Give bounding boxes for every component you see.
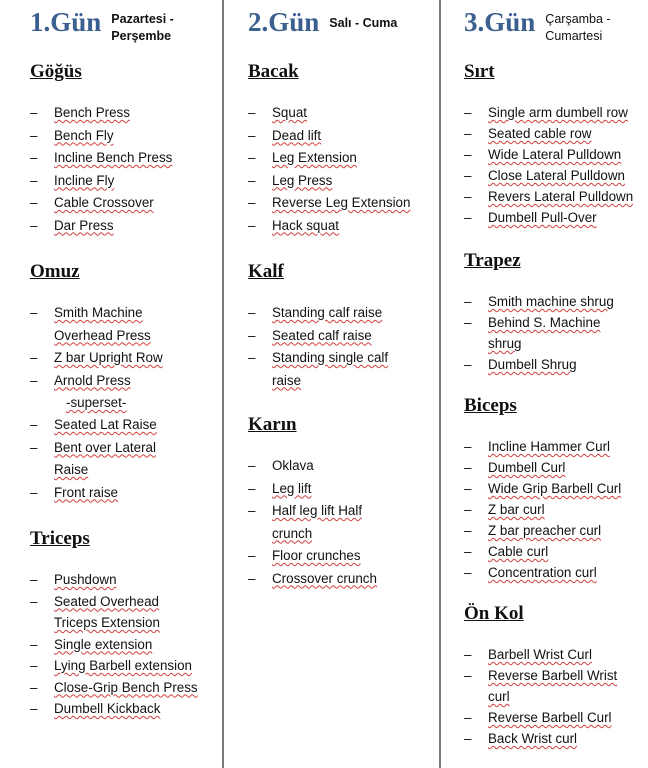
list-item: – Incline Bench Press bbox=[30, 147, 172, 170]
list-item: – Z bar preacher curl bbox=[464, 520, 621, 541]
list-item: – Dar Press bbox=[30, 215, 172, 238]
list-item: – Oklava bbox=[248, 455, 398, 478]
list-item: – Bench Press bbox=[30, 102, 172, 125]
list-item: – Lying Barbell extension bbox=[30, 655, 205, 677]
list-item: – Wide Grip Barbell Curl bbox=[464, 478, 621, 499]
day-3-column bbox=[442, 0, 648, 768]
list-item: – Dumbell Curl bbox=[464, 457, 621, 478]
section-title: Trapez bbox=[464, 250, 521, 271]
section-bacak bbox=[248, 60, 410, 237]
day-2-title: 2.Gün bbox=[248, 7, 320, 37]
list-item: – Dead lift bbox=[248, 125, 410, 148]
section-title: Ön Kol bbox=[464, 603, 524, 624]
list-item: – Behind S. Machine shrug bbox=[464, 312, 614, 354]
section-biceps bbox=[464, 394, 621, 583]
list-item: – Single extension bbox=[30, 634, 205, 656]
list-item: – Seated calf raise bbox=[248, 325, 408, 348]
list-item: – Reverse Barbell Curl bbox=[464, 707, 624, 728]
list-item: – Cable Crossover bbox=[30, 192, 172, 215]
list-item: – Bench Fly bbox=[30, 125, 172, 148]
list-item: – Leg Press bbox=[248, 170, 410, 193]
day-2-header bbox=[248, 6, 397, 38]
list-item: – Dumbell Shrug bbox=[464, 354, 614, 375]
day-1-days bbox=[111, 11, 174, 45]
list-item: – Crossover crunch bbox=[248, 568, 398, 591]
section-karin bbox=[248, 413, 398, 590]
section-triceps bbox=[30, 527, 205, 720]
list-item: – Revers Lateral Pulldown bbox=[464, 186, 633, 207]
list-item: – Back Wrist curl bbox=[464, 728, 624, 749]
list-item: – Half leg lift Half crunch bbox=[248, 500, 398, 545]
section-title: Biceps bbox=[464, 395, 517, 416]
section-title: Göğüs bbox=[30, 61, 82, 82]
day-1-days-line2: Perşembe bbox=[111, 29, 172, 43]
list-item: – Z bar Upright Row bbox=[30, 347, 190, 370]
day-2-days-line1: Salı - Cuma bbox=[329, 16, 398, 30]
section-on-kol bbox=[464, 602, 624, 749]
day-3-title: 3.Gün bbox=[464, 7, 536, 37]
day-1-header bbox=[30, 6, 174, 45]
day-1-days-line1: Pazartesi - bbox=[111, 12, 174, 26]
list-item: – Leg Extension bbox=[248, 147, 410, 170]
section-title: Sırt bbox=[464, 61, 495, 82]
list-item: – Single arm dumbell row bbox=[464, 102, 633, 123]
section-title: Triceps bbox=[30, 528, 90, 549]
list-item: – Leg lift bbox=[248, 478, 398, 501]
day-2-column bbox=[224, 0, 440, 768]
list-item: – Incline Hammer Curl bbox=[464, 436, 621, 457]
list-item: – Floor crunches bbox=[248, 545, 398, 568]
list-item: – Standing single calf raise bbox=[248, 347, 408, 392]
list-item: – Seated cable row bbox=[464, 123, 633, 144]
list-item: – Incline Fly bbox=[30, 170, 172, 193]
list-item: – Wide Lateral Pulldown bbox=[464, 144, 633, 165]
list-item: – Seated Lat Raise bbox=[30, 414, 190, 437]
list-item: – Smith Machine Overhead Press bbox=[30, 302, 190, 347]
day-2-days bbox=[329, 15, 397, 32]
list-item: – Concentration curl bbox=[464, 562, 621, 583]
list-item: – Hack squat bbox=[248, 215, 410, 238]
list-item: – Arnold Press bbox=[30, 370, 190, 393]
section-kalf bbox=[248, 260, 408, 392]
list-item: – Reverse Leg Extension bbox=[248, 192, 410, 215]
list-item: – Smith machine shrug bbox=[464, 291, 614, 312]
section-title: Bacak bbox=[248, 61, 299, 82]
list-item: – Close-Grip Bench Press bbox=[30, 677, 205, 699]
list-item: – Barbell Wrist Curl bbox=[464, 644, 624, 665]
superset-note: -superset- bbox=[66, 395, 127, 410]
section-omuz bbox=[30, 260, 190, 504]
list-item: – Z bar curl bbox=[464, 499, 621, 520]
section-trapez bbox=[464, 249, 614, 375]
section-sirt bbox=[464, 60, 633, 228]
list-item: – Bent over Lateral Raise bbox=[30, 437, 190, 482]
list-item: – Dumbell Kickback bbox=[30, 698, 205, 720]
section-title: Omuz bbox=[30, 261, 80, 282]
list-item: – Squat bbox=[248, 102, 410, 125]
day-3-days-line1: Çarşamba - bbox=[545, 12, 611, 26]
list-item: – Reverse Barbell Wrist curl bbox=[464, 665, 624, 707]
day-1-title: 1.Gün bbox=[30, 7, 102, 37]
list-item: – Cable curl bbox=[464, 541, 621, 562]
day-3-days bbox=[545, 11, 610, 45]
list-item: – Close Lateral Pulldown bbox=[464, 165, 633, 186]
list-item: – Dumbell Pull-Over bbox=[464, 207, 633, 228]
list-item: – Front raise bbox=[30, 482, 190, 505]
list-item: – Seated Overhead Triceps Extension bbox=[30, 591, 205, 634]
list-item: – Standing calf raise bbox=[248, 302, 408, 325]
day-3-header bbox=[464, 6, 611, 45]
list-item: – Pushdown bbox=[30, 569, 205, 591]
day-1-column bbox=[0, 0, 222, 768]
section-title: Kalf bbox=[248, 261, 284, 282]
day-3-days-line2: Cumartesi bbox=[545, 29, 603, 43]
section-gogus bbox=[30, 60, 172, 237]
section-title: Karın bbox=[248, 414, 297, 435]
